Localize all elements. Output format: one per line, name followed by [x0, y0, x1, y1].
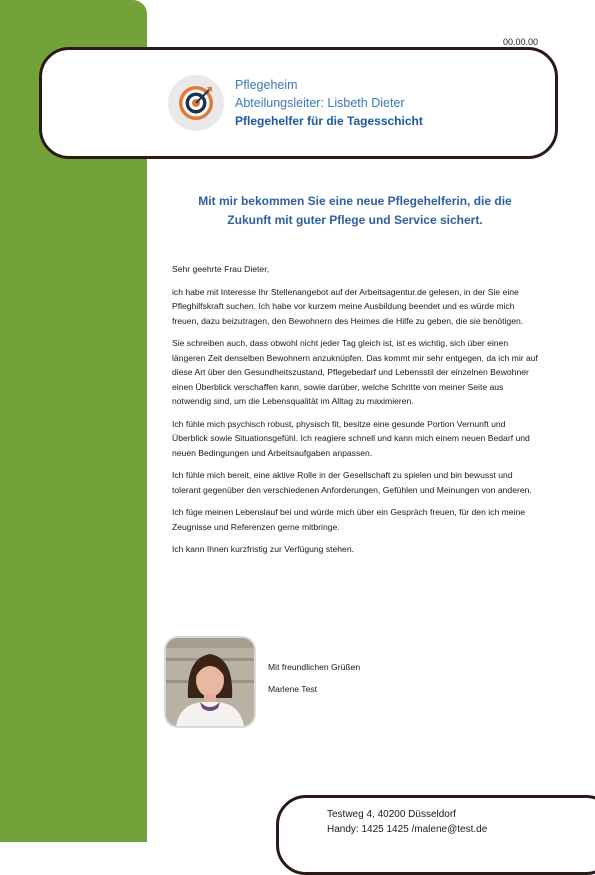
- header-info: [235, 76, 423, 130]
- headline: [170, 192, 540, 230]
- letter-paragraph: Ich fühle mich bereit, eine aktive Rolle in der Gesellschaft zu spielen und bin bewusst und tolerant gegenüber den verschiedenen Anforderungen, Gefühlen und Meinungen von anderen.: [172, 470, 532, 495]
- letter-paragraph: Sie schreiben auch, dass obwohl nicht jeder Tag gleich ist, ist es wichtig, sich über einen längeren Zeit denselben Bewohnern anzuknüpfen. Das kommt mir sehr entgegen, da ich mir auf diese Art über den Gesundheitszustand, Pflegebedarf und Lebensstil der einzelnen Bewohner einen Überblick verschaffen kann, sowie darüber, welche Schritte von meiner Seite aus notwendig sind, um die Lebensqualität im Alltag zu maximieren.: [172, 338, 538, 406]
- footer-contact: [327, 807, 487, 837]
- closing-block: [268, 660, 360, 704]
- job-title: Pflegehelfer für die Tagesschicht: [235, 114, 423, 128]
- footer-phone-email: Handy: 1425 1425 /malene@test.de: [327, 824, 488, 835]
- letter-paragraph: ich habe mit Interesse Ihr Stellenangebot auf der Arbeitsagentur.de gelesen, in der Sie eine Pfleghilfskraft suchen. Ich habe vor kurzem meine Ausbildung beendet und es würde mich freuen, dazu beizutragen, den Bewohnern des Heimes die Hilfe zu geben, die sie benötigen.: [172, 286, 524, 326]
- letter-paragraph: Ich kann Ihnen kurzfristig zur Verfügung stehen.: [172, 544, 355, 554]
- sender-name: Marlene Test: [268, 684, 318, 694]
- letter-paragraph: Ich füge meinen Lebenslauf bei und würde mich über ein Gespräch freuen, für den ich meine Zeugnisse und Referenzen gerne mitbringe.: [172, 507, 526, 532]
- letter-paragraph: Ich fühle mich psychisch robust, physisch fit, besitze eine gesunde Portion Vernunft und Überblick sowie Situationsgefühl. Ich reagiere schnell und kann mich einem neuen Bedarf und neuen Bedingungen und Arbeitsaufgaben anpassen.: [172, 418, 530, 458]
- company-name: Pflegeheim: [235, 78, 298, 92]
- letter-body: [172, 262, 542, 565]
- contact-person: Abteilungsleiter: Lisbeth Dieter: [235, 96, 405, 110]
- headline-line-1: Mit mir bekommen Sie eine neue Pflegehelferin, die die: [198, 194, 512, 208]
- target-icon: [168, 75, 224, 131]
- closing-greeting: Mit freundlichen Grüßen: [268, 662, 361, 672]
- salutation: Sehr geehrte Frau Dieter,: [172, 264, 269, 274]
- headline-line-2: Zukunft mit guter Pflege und Service sichert.: [227, 213, 483, 227]
- document-date: 00.00.00: [502, 37, 538, 47]
- portrait-photo: [166, 638, 254, 726]
- footer-address: Testweg 4, 40200 Düsseldorf: [327, 809, 456, 820]
